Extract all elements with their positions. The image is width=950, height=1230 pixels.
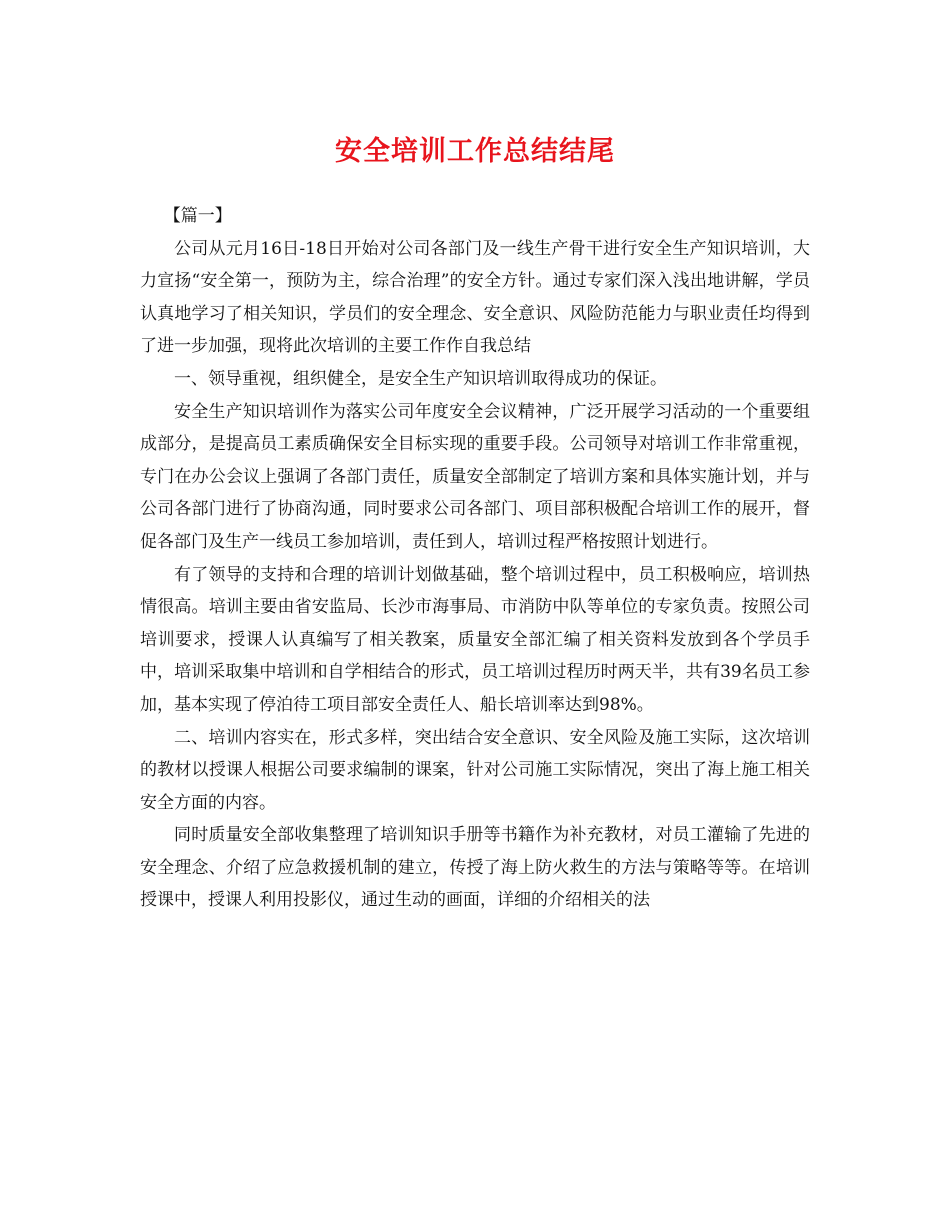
- paragraph-intro: 公司从元月16日-18日开始对公司各部门及一线生产骨干进行安全生产知识培训，大力宣扬“安全第一，预防为主，综合治理”的安全方针。通过专家们深入浅出地讲解，学员认真地学习了相关知识，学员们的安全理念、安全意识、风险防范能力与职业责任均得到了进一步加强，现将此次培训的主要工作作自我总结: [140, 238, 810, 357]
- document-body: [140, 200, 810, 917]
- paragraph-leadership: 安全生产知识培训作为落实公司年度安全会议精神，广泛开展学习活动的一个重要组成部分，是提高员工素质确保安全目标实现的重要手段。公司领导对培训工作非常重视，专门在办公会议上强调了各部门责任，质量安全部制定了培训方案和具体实施计划，并与公司各部门进行了协商沟通，同时要求公司各部门、项目部积极配合培训工作的展开，督促各部门及生产一线员工参加培训，责任到人，培训过程严格按照计划进行。: [140, 401, 810, 552]
- paragraph-materials: 同时质量安全部收集整理了培训知识手册等书籍作为补充教材，对员工灌输了先进的安全理念、介绍了应急救援机制的建立，传授了海上防火救生的方法与策略等等。在培训授课中，授课人利用投影仪，通过生动的画面，详细的介绍相关的法: [140, 825, 810, 911]
- heading-one: 一、领导重视，组织健全，是安全生产知识培训取得成功的保证。: [174, 368, 667, 389]
- paragraph-training-process: 有了领导的支持和合理的培训计划做基础，整个培训过程中，员工积极响应，培训热情很高。培训主要由省安监局、长沙市海事局、市消防中队等单位的专家负责。按照公司培训要求，授课人认真编写了相关教案，质量安全部汇编了相关资料发放到各个学员手中，培训采取集中培训和自学相结合的形式，员工培训过程历时两天半，共有39名员工参加，基本实现了停泊待工项目部安全责任人、船长培训率达到98%。: [140, 564, 810, 715]
- section-label: 【篇一】: [163, 206, 232, 226]
- heading-two: 二、培训内容实在，形式多样，突出结合安全意识、安全风险及施工实际，这次培训的教材以授课人根据公司要求编制的课案，针对公司施工实际情况，突出了海上施工相关安全方面的内容。: [140, 727, 810, 813]
- document-title: 安全培训工作总结结尾: [335, 136, 615, 167]
